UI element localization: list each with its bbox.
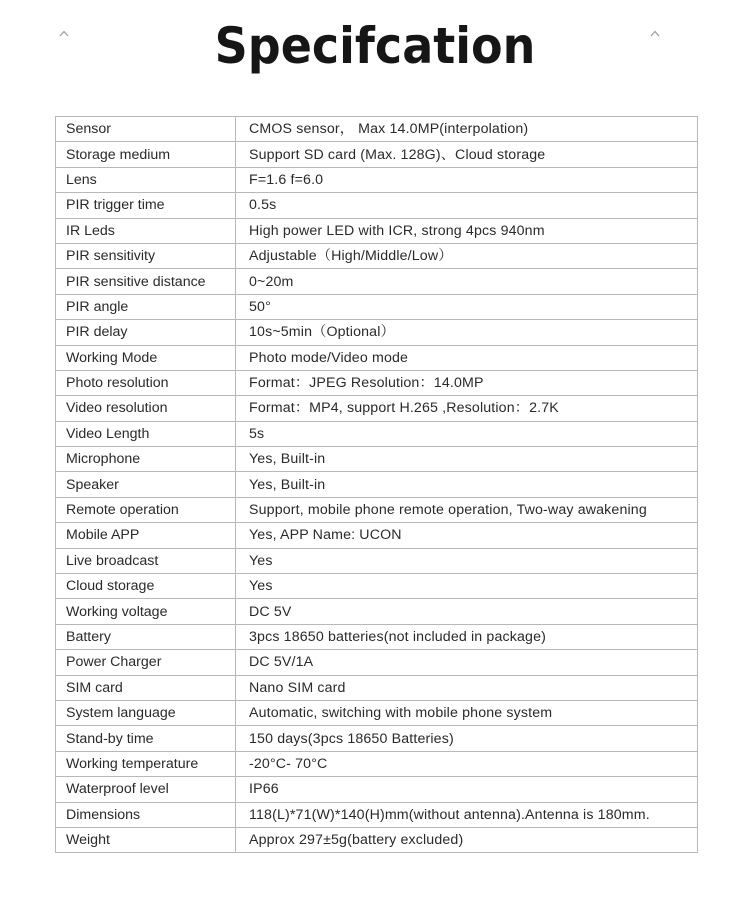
- spec-value: IP66: [236, 777, 698, 802]
- spec-label: Speaker: [56, 472, 236, 497]
- table-row: [56, 142, 698, 167]
- spec-label: Working temperature: [56, 751, 236, 776]
- spec-label: Working voltage: [56, 599, 236, 624]
- spec-label: Power Charger: [56, 650, 236, 675]
- spec-label: Cloud storage: [56, 574, 236, 599]
- table-row: [56, 802, 698, 827]
- spec-label: Remote operation: [56, 497, 236, 522]
- spec-value: Adjustable（High/Middle/Low）: [236, 243, 698, 268]
- spec-value: DC 5V: [236, 599, 698, 624]
- table-row: [56, 700, 698, 725]
- spec-label: PIR sensitivity: [56, 243, 236, 268]
- spec-value: 0~20m: [236, 269, 698, 294]
- spec-label: Weight: [56, 827, 236, 852]
- table-row: [56, 320, 698, 345]
- table-row: [56, 751, 698, 776]
- spec-value: Yes, Built-in: [236, 472, 698, 497]
- table-row: [56, 269, 698, 294]
- spec-value: Approx 297±5g(battery excluded): [236, 827, 698, 852]
- spec-value: Yes, APP Name: UCON: [236, 523, 698, 548]
- spec-label: Storage medium: [56, 142, 236, 167]
- table-row: [56, 396, 698, 421]
- spec-value: -20°C- 70°C: [236, 751, 698, 776]
- spec-value: Yes: [236, 548, 698, 573]
- specification-table: [55, 116, 698, 853]
- table-row: [56, 370, 698, 395]
- table-row: [56, 599, 698, 624]
- table-row: [56, 827, 698, 852]
- spec-label: Video resolution: [56, 396, 236, 421]
- spec-label: PIR angle: [56, 294, 236, 319]
- table-row: [56, 548, 698, 573]
- spec-value: 5s: [236, 421, 698, 446]
- spec-label: Stand-by time: [56, 726, 236, 751]
- spec-value: 10s~5min（Optional）: [236, 320, 698, 345]
- table-row: [56, 345, 698, 370]
- table-row: [56, 167, 698, 192]
- table-row: [56, 447, 698, 472]
- table-row: [56, 472, 698, 497]
- spec-value: 0.5s: [236, 193, 698, 218]
- spec-label: System language: [56, 700, 236, 725]
- spec-value: Yes, Built-in: [236, 447, 698, 472]
- spec-value: Format：JPEG Resolution：14.0MP: [236, 370, 698, 395]
- spec-value: Support, mobile phone remote operation, Two-way awakening: [236, 497, 698, 522]
- spec-label: PIR delay: [56, 320, 236, 345]
- spec-label: SIM card: [56, 675, 236, 700]
- table-row: [56, 650, 698, 675]
- table-row: [56, 675, 698, 700]
- spec-label: Battery: [56, 624, 236, 649]
- spec-label: Video Length: [56, 421, 236, 446]
- spec-label: IR Leds: [56, 218, 236, 243]
- table-row: [56, 117, 698, 142]
- spec-label: Live broadcast: [56, 548, 236, 573]
- table-row: [56, 574, 698, 599]
- table-row: [56, 726, 698, 751]
- spec-value: 150 days(3pcs 18650 Batteries): [236, 726, 698, 751]
- table-row: [56, 421, 698, 446]
- spec-value: Format：MP4, support H.265 ,Resolution：2.7K: [236, 396, 698, 421]
- table-row: [56, 294, 698, 319]
- spec-label: Lens: [56, 167, 236, 192]
- page-title: Specifcation: [214, 17, 536, 75]
- spec-label: Dimensions: [56, 802, 236, 827]
- spec-label: Sensor: [56, 117, 236, 142]
- spec-value: DC 5V/1A: [236, 650, 698, 675]
- spec-value: Nano SIM card: [236, 675, 698, 700]
- spec-value: F=1.6 f=6.0: [236, 167, 698, 192]
- table-row: [56, 523, 698, 548]
- spec-value: 118(L)*71(W)*140(H)mm(without antenna).Antenna is 180mm.: [236, 802, 698, 827]
- spec-label: Mobile APP: [56, 523, 236, 548]
- spec-label: Waterproof level: [56, 777, 236, 802]
- table-row: [56, 193, 698, 218]
- spec-value: Yes: [236, 574, 698, 599]
- spec-label: Working Mode: [56, 345, 236, 370]
- table-row: [56, 497, 698, 522]
- spec-value: Automatic, switching with mobile phone system: [236, 700, 698, 725]
- table-row: [56, 777, 698, 802]
- table-row: [56, 624, 698, 649]
- spec-value: 3pcs 18650 batteries(not included in package): [236, 624, 698, 649]
- spec-label: Photo resolution: [56, 370, 236, 395]
- spec-value: CMOS sensor， Max 14.0MP(interpolation): [236, 117, 698, 142]
- spec-label: PIR sensitive distance: [56, 269, 236, 294]
- spec-value: Photo mode/Video mode: [236, 345, 698, 370]
- spec-value: 50°: [236, 294, 698, 319]
- spec-value: Support SD card (Max. 128G)、Cloud storage: [236, 142, 698, 167]
- spec-value: High power LED with ICR, strong 4pcs 940nm: [236, 218, 698, 243]
- table-row: [56, 218, 698, 243]
- spec-label: PIR trigger time: [56, 193, 236, 218]
- table-row: [56, 243, 698, 268]
- spec-label: Microphone: [56, 447, 236, 472]
